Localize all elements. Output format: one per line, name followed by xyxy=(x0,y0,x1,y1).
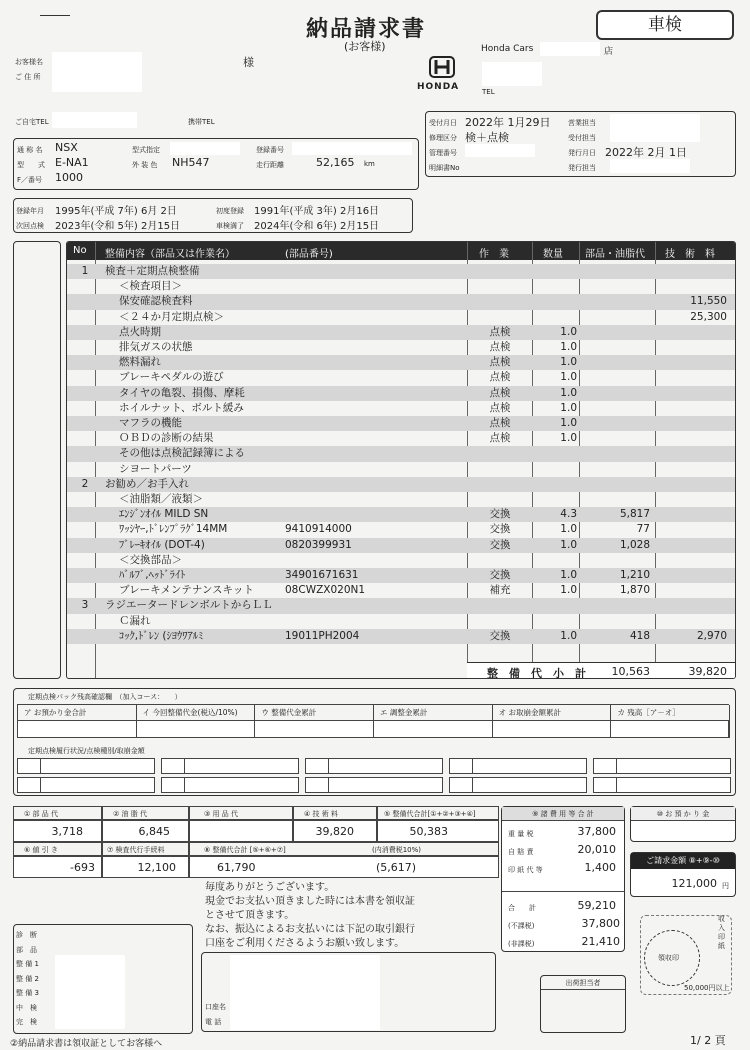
staff-label: 整 備 3 xyxy=(16,989,39,997)
cell-tech: 11,550 xyxy=(690,295,727,308)
history-cell xyxy=(17,758,155,774)
revenue-stamp-label: 収入印紙 xyxy=(718,915,725,950)
document-title: 納品請求書 xyxy=(306,17,427,42)
tech-value: 39,820 xyxy=(315,825,354,838)
cell-qty: 1.0 xyxy=(560,584,577,597)
redacted-home-tel xyxy=(52,112,137,128)
mileage-value: 52,165 xyxy=(316,156,355,169)
cell-desc: ラジエータードレンボルトからＬＬ xyxy=(105,599,273,612)
receipt-stamp-label: 領収印 xyxy=(658,954,679,962)
exp-total-value: 59,210 xyxy=(577,899,616,912)
statement-label: 明細書No xyxy=(429,164,460,172)
pack-table xyxy=(17,704,729,738)
redacted-bank xyxy=(230,955,380,1030)
cell-price: 1,028 xyxy=(619,538,650,551)
oil-value: 6,845 xyxy=(138,825,170,838)
tax-value: (5,617) xyxy=(376,861,417,874)
nontax-value: 37,800 xyxy=(581,917,620,930)
cell-part: 0820399931 xyxy=(285,538,352,551)
stamp-value: 1,400 xyxy=(584,861,616,874)
pack-col-header: オ お取崩金額累計 xyxy=(493,705,612,721)
type-badge: 車検 xyxy=(596,10,734,40)
pack-col-value xyxy=(493,721,612,738)
cell-desc: ﾌﾞﾚｰｷｵｲﾙ (DOT-4) xyxy=(119,538,205,551)
vehicle-frame: 1000 xyxy=(55,171,83,184)
next-inspect-label: 次回点検 xyxy=(16,222,44,230)
pack-col-header: イ 今回整備代金(税込/10%) xyxy=(137,705,256,721)
first-reg: 1991年(平成 3年) 2月16日 xyxy=(254,206,380,217)
table-row xyxy=(67,598,735,613)
history-cell xyxy=(593,777,731,793)
redacted-shop-address xyxy=(482,62,542,86)
weight-tax-value: 37,800 xyxy=(577,825,616,838)
history-cell xyxy=(305,758,443,774)
table-row xyxy=(67,294,735,309)
parts-label: ① 部 品 代 xyxy=(24,810,58,818)
taxfree-label: (非課税) xyxy=(508,940,535,948)
redacted-customer xyxy=(52,52,142,92)
table-row xyxy=(67,629,735,644)
cell-desc: ブレーキメンテナンスキット xyxy=(119,584,254,597)
history-cell xyxy=(449,777,587,793)
items-table xyxy=(66,241,736,679)
cell-desc: ﾜｯｼﾔｰ,ﾄﾞﾚﾝﾌﾟﾗｸﾞ14MM xyxy=(119,523,228,536)
cell-op: 補充 xyxy=(489,584,511,597)
history-cell xyxy=(305,777,443,793)
subtotal-price: 10,563 xyxy=(611,665,650,678)
cell-desc: ＜油脂類／液類＞ xyxy=(119,493,203,505)
staff-label: 部 品 xyxy=(16,945,37,954)
received-label: 受付月日 xyxy=(429,119,457,127)
cell-price: 418 xyxy=(629,629,650,642)
redacted-reg-number xyxy=(292,142,412,155)
cell-qty: 1.0 xyxy=(560,401,577,414)
cell-op: 点検 xyxy=(489,386,511,399)
cell-desc: その他は点検記録簿による xyxy=(119,447,245,460)
cell-op: 交換 xyxy=(489,629,511,642)
table-row xyxy=(67,446,735,461)
insurance-value: 20,010 xyxy=(577,843,616,856)
cell-op: 交換 xyxy=(489,523,511,536)
staff-label: 中 検 xyxy=(16,1003,37,1012)
pack-col-header: カ 残高［ア－オ］ xyxy=(611,705,730,721)
cell-desc: タイヤの亀裂、損傷、摩耗 xyxy=(119,386,245,399)
supplies-label: ③ 用 品 代 xyxy=(204,810,238,818)
reg-number-label: 登録番号 xyxy=(256,146,284,154)
staff-label: 診 断 xyxy=(16,931,37,939)
cell-qty: 1.0 xyxy=(560,386,577,399)
grand-total-box xyxy=(630,852,736,897)
footer-note: ②納品請求書は領収証としてお客様へ xyxy=(10,1039,163,1049)
cell-part: 34901671631 xyxy=(285,569,359,581)
table-row xyxy=(67,401,735,416)
issue-date-label: 発行月日 xyxy=(568,149,596,157)
cell-desc: お勧め／お手入れ xyxy=(105,477,189,490)
cell-desc: 点火時期 xyxy=(119,325,161,338)
exp-total-label: 合 計 xyxy=(508,904,536,912)
cell-no: 1 xyxy=(81,265,89,277)
discount-value: -693 xyxy=(70,861,95,874)
vehicle-model: E-NA1 xyxy=(55,156,89,169)
tax-label: (内消費税10%) xyxy=(372,846,422,854)
maint-total-value: 61,790 xyxy=(217,861,256,874)
agency-label: ⑦ 検査代行手続料 xyxy=(107,846,165,854)
cell-desc: ＜交換部品＞ xyxy=(119,553,182,566)
shop-name: Honda Cars xyxy=(481,44,534,54)
cell-op: 点検 xyxy=(489,401,511,414)
expire-date: 2024年(令和 6年) 2月15日 xyxy=(254,221,380,232)
cell-op: 点検 xyxy=(489,325,511,338)
cell-desc: 排気ガスの状態 xyxy=(119,341,193,353)
vehicle-model-label: 型 式 xyxy=(17,161,45,169)
table-row xyxy=(67,568,735,583)
margin-box xyxy=(13,241,61,679)
bank-account-label: 口座名 xyxy=(205,1003,226,1011)
cell-op: 点検 xyxy=(489,356,511,369)
received-date: 2022年 1月29日 xyxy=(465,116,551,129)
cell-desc: ﾊﾞﾙﾌﾞ,ﾍｯﾄﾞﾗｲﾄ xyxy=(119,569,186,581)
table-row xyxy=(67,538,735,553)
redacted-staff-names xyxy=(55,955,125,1029)
document-subtitle: (お客様) xyxy=(344,40,386,53)
cell-qty: 1.0 xyxy=(560,523,577,536)
table-row xyxy=(67,310,735,325)
insurance-label: 自 賠 責 xyxy=(508,848,534,856)
cell-desc: ブレーキペダルの遊び xyxy=(119,371,224,384)
cell-desc: ｺｯｸ,ﾄﾞﾚﾝ (ｼﾖｳﾜｱﾙﾐ xyxy=(119,629,204,642)
table-row xyxy=(67,522,735,537)
redacted-designation xyxy=(170,142,240,155)
vehicle-name: NSX xyxy=(55,141,78,154)
customer-name-label: お客様名 xyxy=(15,58,43,66)
agency-value: 12,100 xyxy=(137,861,176,874)
sama-label: 様 xyxy=(243,56,254,69)
bank-tel-label: 電 話 xyxy=(205,1018,222,1026)
next-inspect: 2023年(令和 5年) 2月15日 xyxy=(55,221,181,232)
deposit-label: ⑩ お 預 か り 金 xyxy=(631,807,735,821)
history-cell xyxy=(161,758,299,774)
cell-desc: ホイルナット、ボルト緩み xyxy=(119,401,244,414)
nontax-label: (不課税) xyxy=(508,922,535,930)
grand-total-label: ご請求金額 ⑧+⑨-⑩ xyxy=(631,853,735,869)
header-op: 作 業 xyxy=(479,249,509,260)
cell-no: 3 xyxy=(81,599,89,612)
table-row xyxy=(67,370,735,385)
cell-qty: 1.0 xyxy=(560,629,577,642)
header-part: (部品番号) xyxy=(285,249,333,260)
cell-no: 2 xyxy=(81,477,89,490)
items-table-header xyxy=(67,242,735,260)
cell-op: 点検 xyxy=(489,417,511,429)
table-row xyxy=(67,553,735,568)
table-row xyxy=(67,477,735,492)
redacted-issuer xyxy=(610,159,690,173)
repair-type: 検＋点検 xyxy=(465,131,509,144)
table-row xyxy=(67,340,735,355)
cell-desc: シヨートパーツ xyxy=(119,462,192,475)
maint-sum-label: ⑤ 整備代合計[①+②+③+④] xyxy=(384,810,476,818)
grand-total-value: 121,000 xyxy=(671,877,717,890)
history-title: 定期点検履行状況/点検種別/取崩金額 xyxy=(28,747,145,755)
table-row xyxy=(67,386,735,401)
history-cell xyxy=(593,758,731,774)
cell-price: 1,210 xyxy=(619,569,650,581)
totals-box xyxy=(13,806,499,878)
pack-col-value xyxy=(374,721,493,738)
table-row xyxy=(67,279,735,294)
thank-you-message: 毎度ありがとうございます。 現金でお支払い頂きました時には本書を領収証 とさせて頂きます。 なお、振込によるお支払いには下記の取引銀行 口座をご利用くださるようお願い致します。 xyxy=(205,882,415,949)
subtotal-row xyxy=(467,662,736,679)
cell-qty: 1.0 xyxy=(560,325,577,338)
history-cell xyxy=(449,758,587,774)
address-label: ご 住 所 xyxy=(15,73,41,81)
parts-value: 3,718 xyxy=(51,825,83,838)
shop-suffix: 店 xyxy=(604,47,614,57)
cell-price: 5,817 xyxy=(619,508,650,521)
corner-mark xyxy=(40,15,70,16)
cell-op: 交換 xyxy=(489,569,511,581)
brand-name: HONDA xyxy=(417,82,460,92)
table-row xyxy=(67,462,735,477)
revenue-over-label: 50,000円以上 xyxy=(684,984,730,992)
staff-label: 完 検 xyxy=(16,1018,37,1026)
cell-qty: 1.0 xyxy=(560,341,577,353)
header-no: No xyxy=(73,245,87,256)
honda-logo-icon xyxy=(428,55,456,79)
pack-col-value xyxy=(611,721,730,738)
deposit-box xyxy=(630,806,736,842)
cell-op: 交換 xyxy=(489,508,511,521)
color-label: 外 装 色 xyxy=(132,161,158,169)
issue-date: 2022年 2月 1日 xyxy=(605,146,687,159)
cell-qty: 1.0 xyxy=(560,356,577,369)
cell-part: 9410914000 xyxy=(285,523,352,536)
issuer-label: 発行担当 xyxy=(568,164,596,172)
vehicle-color: NH547 xyxy=(172,156,210,169)
table-row xyxy=(67,614,735,629)
cell-tech: 2,970 xyxy=(696,629,727,642)
mileage-label: 走行距離 xyxy=(256,161,284,169)
delivery-box xyxy=(540,975,626,1033)
oil-label: ② 油 脂 代 xyxy=(113,810,147,818)
discount-label: ⑥ 値 引 き xyxy=(24,846,58,854)
table-row xyxy=(67,325,735,340)
first-reg-label: 初度登録 xyxy=(216,207,244,215)
cell-desc: ＯＢＤの診断の結果 xyxy=(119,432,214,445)
expenses-box xyxy=(501,806,625,952)
shop-tel-label: TEL xyxy=(482,88,495,96)
cell-desc: ＜検査項目＞ xyxy=(119,280,182,293)
header-tech: 技 術 料 xyxy=(665,249,715,260)
cell-desc: 検査＋定期点検整備 xyxy=(105,265,200,277)
cell-desc: 保安確認検査料 xyxy=(119,295,193,308)
home-tel-label: ご自宅TEL xyxy=(15,118,49,126)
cell-desc: ＜２４か月定期点検＞ xyxy=(119,310,224,323)
header-qty: 数量 xyxy=(543,249,563,260)
header-desc: 整備内容（部品又は作業名） xyxy=(105,249,235,260)
sales-label: 営業担当 xyxy=(568,119,596,127)
delivery-label: 出荷担当者 xyxy=(541,976,625,990)
cell-qty: 1.0 xyxy=(560,417,577,429)
designation-label: 型式指定 xyxy=(132,146,160,154)
pack-col-header: ア お預かり金合計 xyxy=(18,705,137,721)
cell-desc: マフラの機能 xyxy=(119,417,182,429)
cell-op: 点検 xyxy=(489,432,511,445)
mileage-unit: km xyxy=(364,160,375,168)
redacted-staff xyxy=(610,114,700,142)
stamp-label: 印 紙 代 等 xyxy=(508,866,543,874)
maint-sum-value: 50,383 xyxy=(409,825,448,838)
cell-part: 19011PH2004 xyxy=(285,629,360,642)
redacted-shop xyxy=(540,42,600,56)
table-row xyxy=(67,492,735,507)
staff-label: 整 備 2 xyxy=(16,974,39,983)
cell-desc: 燃料漏れ xyxy=(119,356,161,369)
repair-type-label: 修理区分 xyxy=(429,134,457,142)
reg-date: 1995年(平成 7年) 6月 2日 xyxy=(55,206,177,217)
subtotal-label: 整 備 代 小 計 xyxy=(487,667,586,679)
page-number: 1/ 2 頁 xyxy=(690,1034,726,1047)
vehicle-name-label: 通 称 名 xyxy=(17,146,43,154)
table-row xyxy=(67,264,735,279)
cell-op: 交換 xyxy=(489,538,511,551)
cell-qty: 1.0 xyxy=(560,432,577,445)
cell-op: 点検 xyxy=(489,341,511,353)
table-row xyxy=(67,583,735,598)
tech-label: ④ 技 術 料 xyxy=(304,810,338,818)
mgmt-label: 管理番号 xyxy=(429,149,457,157)
expenses-title: ⑨ 諸 費 用 等 合 計 xyxy=(502,807,624,821)
taxfree-value: 21,410 xyxy=(581,935,620,948)
history-cell xyxy=(17,777,155,793)
pack-col-header: ウ 整備代金累計 xyxy=(255,705,374,721)
table-row xyxy=(67,431,735,446)
cell-price: 1,870 xyxy=(619,584,650,597)
pack-col-value xyxy=(137,721,256,738)
cell-qty: 4.3 xyxy=(560,508,577,521)
history-cell xyxy=(161,777,299,793)
cell-op: 点検 xyxy=(489,371,511,384)
pack-col-header: エ 調整金累計 xyxy=(374,705,493,721)
expire-label: 車検満了 xyxy=(216,222,244,230)
cell-price: 77 xyxy=(636,523,650,536)
reception-label: 受付担当 xyxy=(568,134,596,142)
mobile-tel-label: 携帯TEL xyxy=(188,118,215,126)
cell-tech: 25,300 xyxy=(690,310,727,323)
pack-col-value xyxy=(18,721,137,738)
pack-title: 定期点検パック残高確認欄 （加入コース： ） xyxy=(28,693,182,701)
redacted-mgmt xyxy=(465,144,535,157)
table-row xyxy=(67,416,735,431)
subtotal-tech: 39,820 xyxy=(688,665,727,678)
staff-label: 整 備 1 xyxy=(16,960,39,968)
cell-qty: 1.0 xyxy=(560,538,577,551)
reg-date-label: 登録年月 xyxy=(16,207,44,215)
cell-qty: 1.0 xyxy=(560,569,577,581)
grand-total-unit: 円 xyxy=(722,882,729,890)
vehicle-frame-label: F／番号 xyxy=(17,176,43,184)
table-row xyxy=(67,507,735,522)
cell-desc: ｴﾝｼﾞﾝｵｲﾙ MILD SN xyxy=(119,508,209,521)
header-price: 部品・油脂代 xyxy=(585,249,645,260)
cell-desc: Ｃ漏れ xyxy=(119,614,151,627)
cell-part: 08CWZX020N1 xyxy=(285,584,366,597)
cell-qty: 1.0 xyxy=(560,371,577,384)
pack-col-value xyxy=(255,721,374,738)
maint-total-label: ⑧ 整備代合計 [⑤+⑥+⑦] xyxy=(204,846,286,854)
weight-tax-label: 重 量 税 xyxy=(508,830,534,838)
table-row xyxy=(67,355,735,370)
